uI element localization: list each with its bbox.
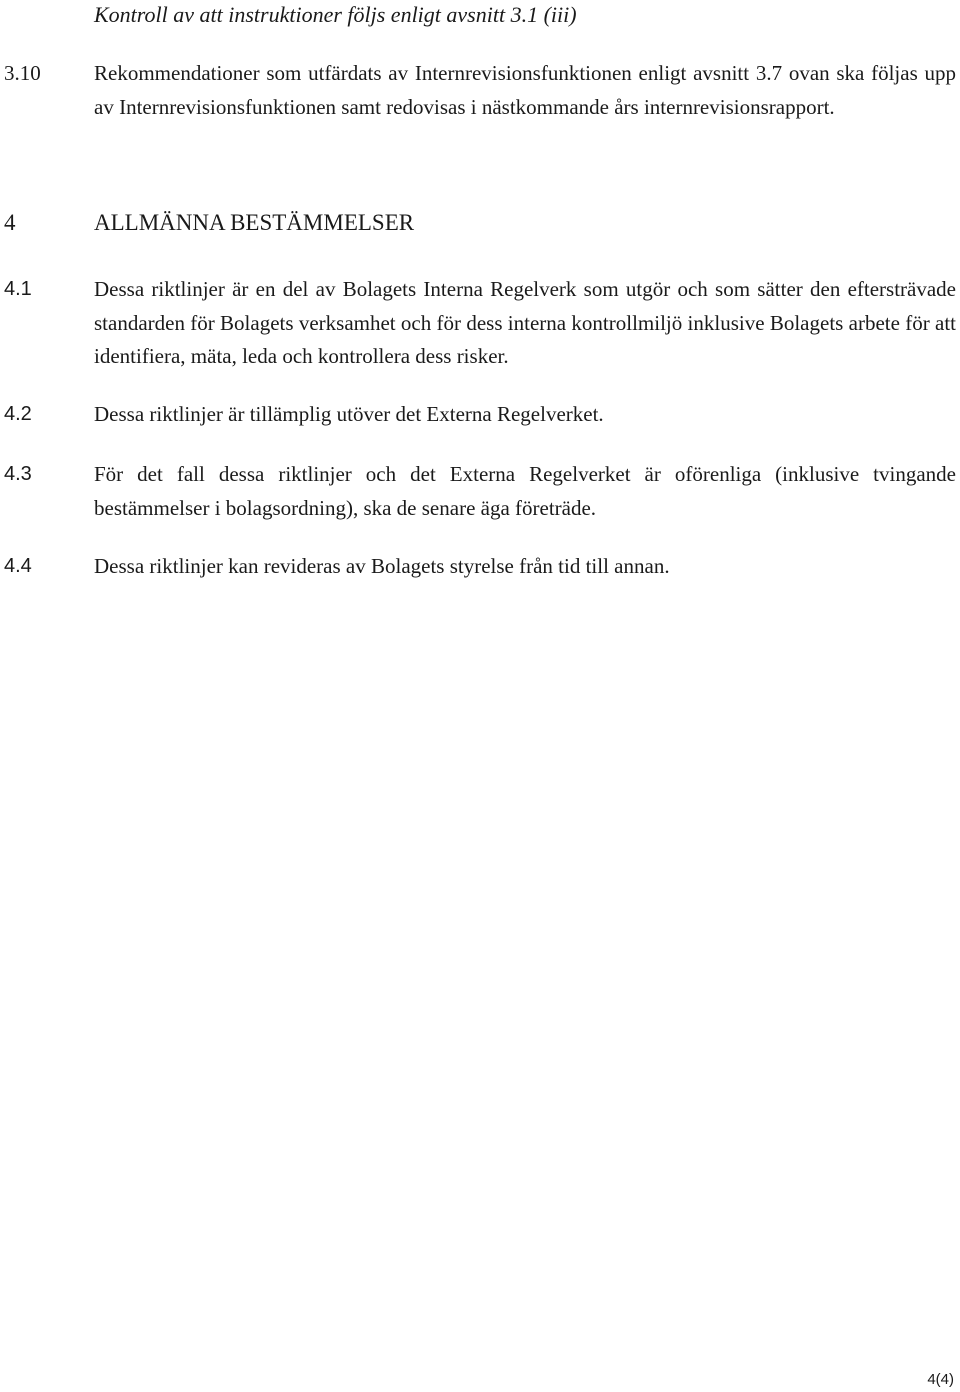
subheading: Kontroll av att instruktioner följs enligt avsnitt 3.1 (iii) <box>94 2 577 27</box>
page-number: 4(4) <box>927 1371 954 1388</box>
clause-4-1 <box>4 273 956 374</box>
section-heading <box>4 207 414 239</box>
clause-number: 4.1 <box>4 278 32 300</box>
clause-text: Dessa riktlinjer kan revideras av Bolagets styrelse från tid till annan. <box>94 554 670 578</box>
clause-number: 4.3 <box>4 463 32 485</box>
clause-text: Dessa riktlinjer är en del av Bolagets Interna Regelverk som utgör och som sätter den eftersträvade standarden för Bolagets verksamhet och för dess interna kontrollmiljö inklusive Bolagets arbete för att identifiera, mäta, leda och kontrollera dess risker. <box>94 277 956 368</box>
clause-text: För det fall dessa riktlinjer och det Externa Regelverket är oförenliga (inklusive tvingande bestämmelser i bolagsordning), ska de senare äga företräde. <box>94 462 956 520</box>
clause-number: 4.2 <box>4 403 32 425</box>
clause-3-10 <box>4 57 956 124</box>
section-title: ALLMÄNNA BESTÄMMELSER <box>94 210 415 235</box>
clause-number: 4.4 <box>4 555 32 577</box>
clause-text: Dessa riktlinjer är tillämplig utöver det Externa Regelverket. <box>94 402 604 426</box>
clause-4-3 <box>4 458 956 525</box>
clause-number: 3.10 <box>4 61 41 85</box>
section-number: 4 <box>4 210 16 235</box>
clause-text: Rekommendationer som utfärdats av Internrevisionsfunktionen enligt avsnitt 3.7 ovan ska följas upp av Internrevisionsfunktionen samt redovisas i nästkommande års internrevisionsrapport. <box>94 61 956 119</box>
clause-4-4 <box>4 550 956 584</box>
clause-4-2 <box>4 398 956 432</box>
